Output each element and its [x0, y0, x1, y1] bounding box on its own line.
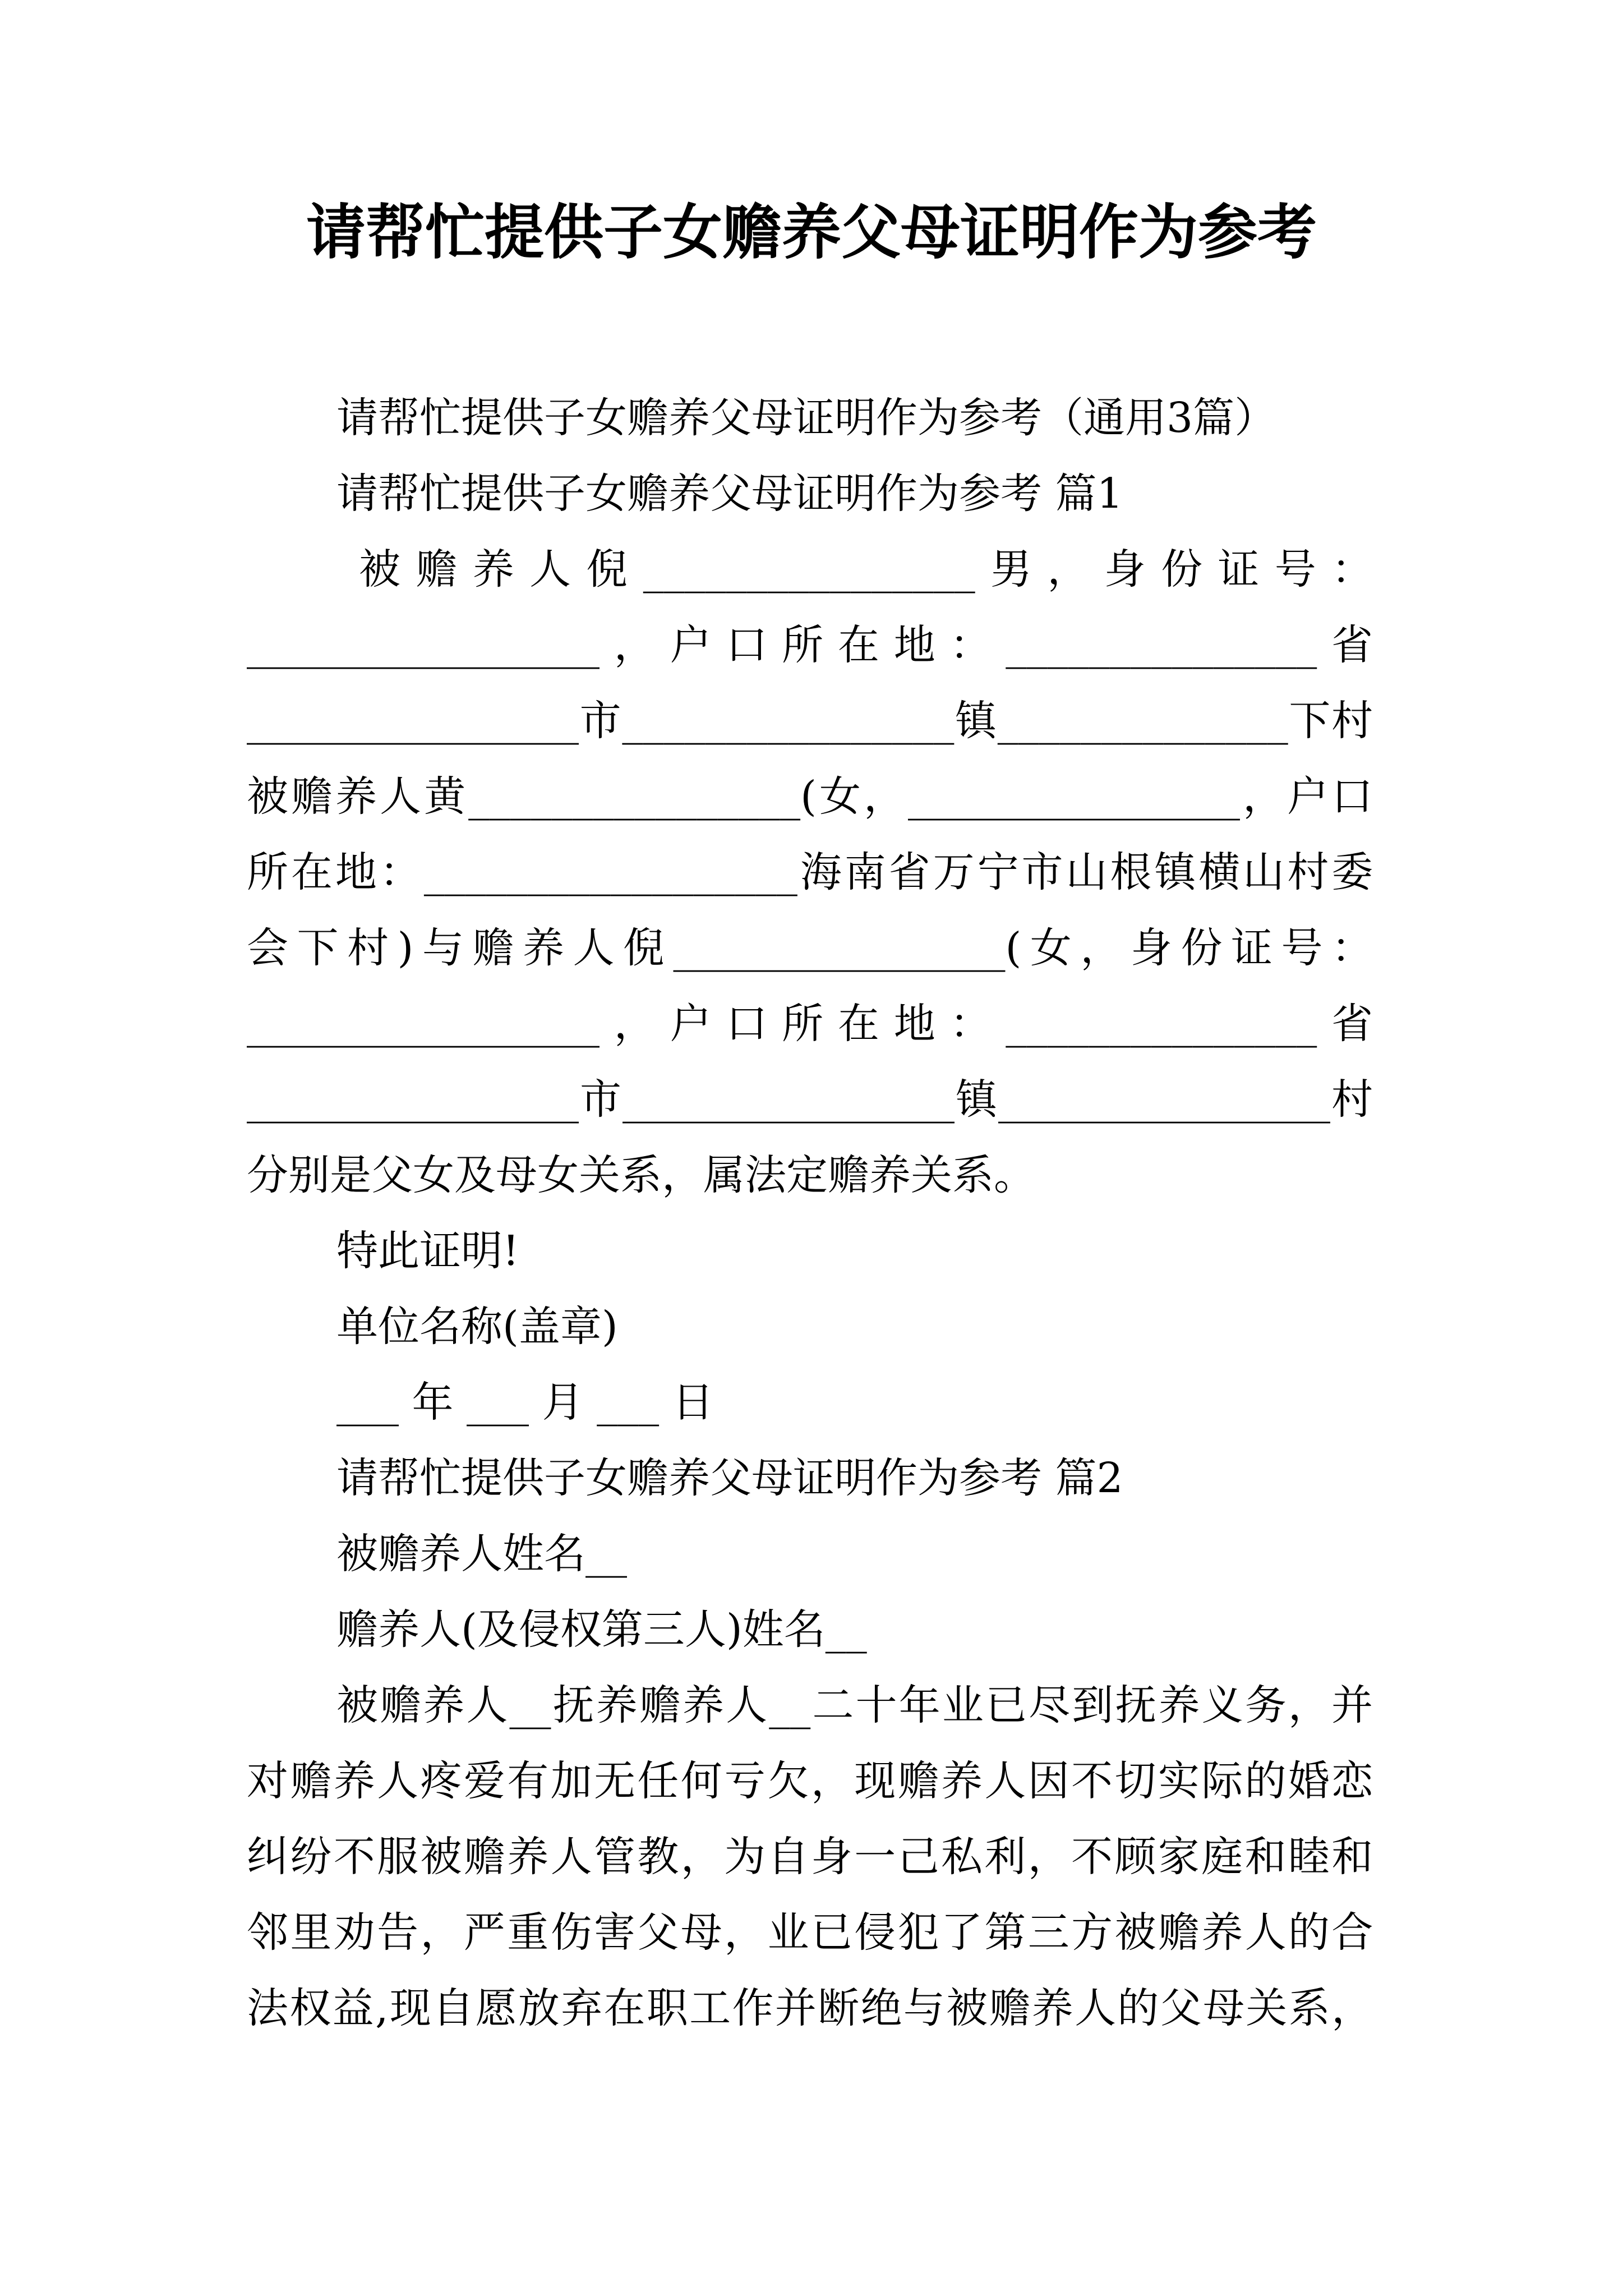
date-line: ___ 年 ___ 月 ___ 日 — [336, 1378, 714, 1427]
paragraph-line: 邻里劝告，严重伤害父母，业已侵犯了第三方被赡养人的合 — [247, 1908, 1373, 1957]
paragraph-line: 分别是父女及母女关系，属法定赡养关系。 — [247, 1151, 1035, 1199]
field-line: 赡养人(及侵权第三人)姓名__ — [336, 1605, 867, 1654]
field-line: 被赡养人姓名__ — [336, 1530, 627, 1578]
subtitle-line: 请帮忙提供子女赡养父母证明作为参考（通用3篇） — [336, 394, 1276, 442]
page-title: 请帮忙提供子女赡养父母证明作为参考 — [306, 198, 1317, 267]
paragraph-line: 纠纷不服被赡养人管教，为自身一己私利，不顾家庭和睦和 — [247, 1833, 1373, 1881]
certification-line: 特此证明! — [336, 1227, 519, 1275]
unit-name-line: 单位名称(盖章) — [336, 1303, 618, 1351]
paragraph-line: 所在地：__________________海南省万宁市山根镇横山村委 — [247, 848, 1373, 896]
paragraph-line: _________________，户口所在地：_______________省 — [247, 1000, 1373, 1048]
paragraph-line: 被赡养人黄________________(女，________________，户口 — [247, 772, 1373, 821]
paragraph-line: 会下村)与赡养人倪________________(女，身份证号： — [247, 924, 1373, 972]
section-heading-2: 请帮忙提供子女赡养父母证明作为参考 篇2 — [336, 1454, 1123, 1502]
section-heading-1: 请帮忙提供子女赡养父母证明作为参考 篇1 — [336, 470, 1123, 518]
paragraph-line: 法权益,现自愿放弃在职工作并断绝与被赡养人的父母关系， — [247, 1984, 1373, 2032]
paragraph-line: 被赡养人倪________________男，身份证号： — [359, 545, 1373, 593]
paragraph-line: 对赡养人疼爱有加无任何亏欠，现赡养人因不切实际的婚恋 — [247, 1757, 1373, 1805]
paragraph-line: ________________市________________镇______________下村 — [247, 697, 1373, 745]
paragraph-line: ________________市________________镇________________村 — [247, 1075, 1373, 1124]
paragraph-line: 被赡养人__抚养赡养人__二十年业已尽到抚养义务，并 — [336, 1681, 1373, 1729]
paragraph-line: _________________，户口所在地：_______________省 — [247, 621, 1373, 669]
